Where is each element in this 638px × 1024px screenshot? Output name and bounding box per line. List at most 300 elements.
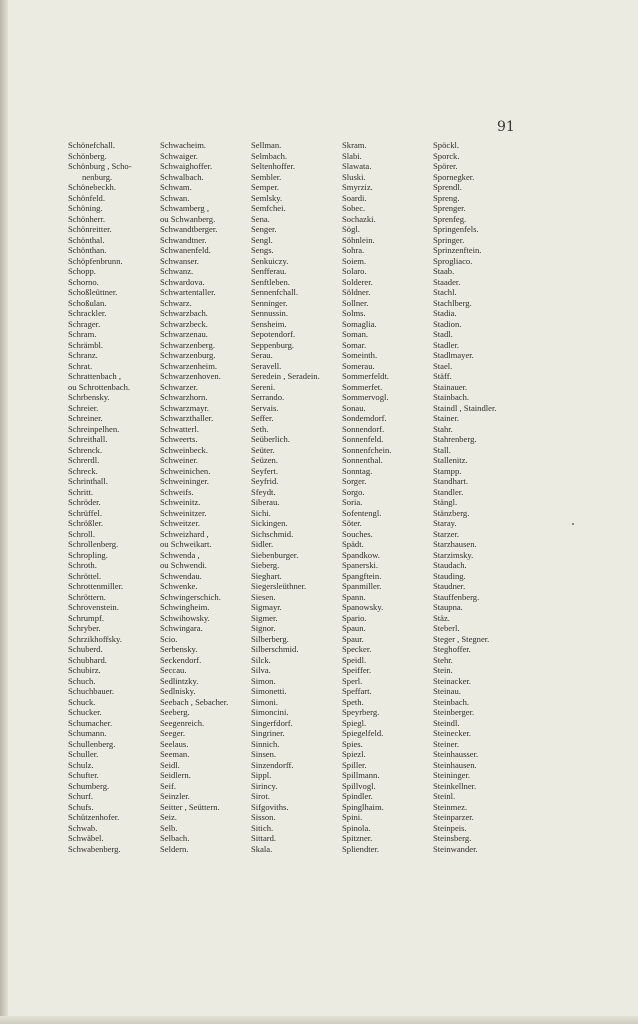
name-entry: Schreck. xyxy=(68,465,98,476)
name-entry: Servais. xyxy=(251,402,279,413)
name-entry: Siberau. xyxy=(251,497,280,507)
name-entry: Seredein , Seradein. xyxy=(251,371,320,381)
name-entry: Sperl. xyxy=(342,675,363,686)
name-entry: Schwabenberg. xyxy=(68,843,121,854)
name-entry: Somerau. xyxy=(342,360,375,371)
name-entry: Stachlberg. xyxy=(433,297,472,308)
name-entry: Sichi. xyxy=(251,507,271,518)
name-entry: Schwanenfeld. xyxy=(160,245,211,255)
name-entry: Schöpfenbrunn. xyxy=(68,255,123,266)
name-entry: Schweinitzer. xyxy=(160,507,207,518)
name-entry: Schrenck. xyxy=(68,444,103,455)
name-entry: Seüzen. xyxy=(251,455,278,465)
name-entry: Smyrziz. xyxy=(342,182,373,192)
name-entry: Somaglia. xyxy=(342,318,377,329)
name-entry: Siesen. xyxy=(251,591,276,602)
name-entry: Spaun. xyxy=(342,623,366,633)
name-entry: Schwatterl. xyxy=(160,423,199,434)
name-entry: Sickingen. xyxy=(251,518,288,528)
name-column-2 xyxy=(160,140,228,854)
name-entry: Schröttel. xyxy=(68,570,102,581)
name-entry: Stäff. xyxy=(433,371,452,381)
name-entry: Schönreitter. xyxy=(68,224,112,234)
name-entry: Spanmiller. xyxy=(342,581,382,591)
name-entry: Steghoffer. xyxy=(433,644,471,654)
name-entry: Seravell. xyxy=(251,360,282,371)
name-entry: Schröder. xyxy=(68,497,101,507)
name-entry: Schwab. xyxy=(68,822,98,833)
name-entry: Someinth. xyxy=(342,350,378,360)
name-entry: Spreng. xyxy=(433,192,460,203)
name-entry: Steinbach. xyxy=(433,696,470,707)
name-entry: Stael. xyxy=(433,360,453,371)
name-entry: Stahr. xyxy=(433,423,453,434)
name-entry: Schrumpf. xyxy=(68,612,105,623)
name-entry: Steinacker. xyxy=(433,675,471,686)
name-entry: Schrößler. xyxy=(68,518,104,528)
name-entry: Schröttern. xyxy=(68,591,106,602)
name-entry: Stehr. xyxy=(433,654,453,665)
name-entry: Schubirz. xyxy=(68,665,101,675)
name-entry: Steinberger. xyxy=(433,707,475,717)
name-entry: Spinglhaim. xyxy=(342,801,384,812)
name-entry: Speyrberg. xyxy=(342,707,380,717)
name-entry: Schufter. xyxy=(68,770,99,780)
name-entry: Serbensky. xyxy=(160,644,198,654)
name-entry: Specker. xyxy=(342,644,372,654)
name-entry: Schwanz. xyxy=(160,266,194,276)
name-entry: Sepotendorf. xyxy=(251,329,296,339)
name-entry: Steinhausen. xyxy=(433,759,477,770)
name-entry: Sluski. xyxy=(342,171,366,182)
name-entry: Stängl. xyxy=(433,497,458,507)
name-entry: Slabi. xyxy=(342,150,362,161)
name-entry: Schwacheim. xyxy=(160,140,207,150)
name-entry: Schwardova. xyxy=(160,276,205,287)
name-entry: Schrämbl. xyxy=(68,339,104,350)
name-entry: Seckendorf. xyxy=(160,654,202,665)
name-entry: Sifgoviths. xyxy=(251,801,289,812)
name-entry: Schrzikhoffsky. xyxy=(68,633,122,644)
name-entry: Sögl. xyxy=(342,224,360,234)
name-entry: Springenfels. xyxy=(433,224,479,234)
name-entry: Stäz. xyxy=(433,612,450,623)
name-entry: Schönfeld. xyxy=(68,192,105,203)
name-entry: Schwarzenberg. xyxy=(160,339,215,350)
name-entry: Staab. xyxy=(433,266,455,276)
name-entry: Seitter , Seüttern. xyxy=(160,801,220,812)
name-entry: Schroth. xyxy=(68,560,97,570)
name-entry: Staudner. xyxy=(433,581,466,591)
name-entry: Sinnich. xyxy=(251,738,280,749)
name-entry: Seidlern. xyxy=(160,770,191,780)
name-entry: Sittard. xyxy=(251,833,277,843)
name-entry: Spöckl. xyxy=(433,140,460,150)
name-entry: Schuller. xyxy=(68,749,99,759)
name-column-3 xyxy=(251,140,320,854)
name-entry: Spliendter. xyxy=(342,843,379,854)
name-entry: Schweerts. xyxy=(160,434,198,444)
name-entry: Sengs. xyxy=(251,245,274,255)
name-entry: Steinmez. xyxy=(433,801,468,812)
name-entry: Spiegelfeld. xyxy=(342,728,384,738)
name-entry: Sennenfchall. xyxy=(251,287,299,297)
name-entry: Steger , Stegner. xyxy=(433,633,490,644)
name-entry: Schoßleüttner. xyxy=(68,287,118,297)
name-entry: Staudach. xyxy=(433,560,467,570)
name-entry: Steinl. xyxy=(433,791,456,801)
name-entry: Slawata. xyxy=(342,161,372,171)
name-entry: Senftleben. xyxy=(251,276,290,287)
name-entry: Stahrenberg. xyxy=(433,434,477,444)
name-entry: Spandkow. xyxy=(342,549,380,560)
name-entry: Steinwander. xyxy=(433,843,478,854)
name-entry: Sedlnisky. xyxy=(160,686,196,696)
name-entry: Sohra. xyxy=(342,245,365,255)
name-entry: Stadlmayer. xyxy=(433,350,474,360)
name-entry: Schweininger. xyxy=(160,476,209,486)
name-entry: Starzer. xyxy=(433,528,460,539)
name-entry: nenburg. xyxy=(82,171,113,182)
name-entry: Steberl. xyxy=(433,623,460,633)
name-entry: Steindl. xyxy=(433,717,460,728)
name-entry: Stainbach. xyxy=(433,392,470,402)
name-entry: Schuck. xyxy=(68,696,96,707)
name-entry: Stallenitz. xyxy=(433,455,468,465)
name-entry: Schweizhard , xyxy=(160,528,209,539)
name-entry: Schönebeckh. xyxy=(68,182,116,192)
name-entry: Schwarzbeck. xyxy=(160,318,208,329)
name-entry: Sochazki. xyxy=(342,213,376,224)
name-entry: Sprendl. xyxy=(433,182,462,192)
name-entry: Sieberg. xyxy=(251,560,280,570)
name-entry: Soman. xyxy=(342,329,369,339)
name-entry: Semlsky. xyxy=(251,192,283,203)
name-entry: Spaur. xyxy=(342,633,364,644)
name-entry: Spini. xyxy=(342,812,363,822)
name-entry: Sidler. xyxy=(251,539,274,549)
name-entry: Spiezl. xyxy=(342,749,366,759)
name-entry: Seppenburg. xyxy=(251,339,295,350)
name-entry: Schweinitz. xyxy=(160,497,201,507)
name-entry: Singerfdorf. xyxy=(251,717,293,728)
name-entry: Sommerfet. xyxy=(342,381,383,392)
name-column-1 xyxy=(68,140,132,854)
name-entry: Soria. xyxy=(342,497,363,507)
name-entry: Schwandtberger. xyxy=(160,224,218,234)
name-entry: Söter. xyxy=(342,518,362,528)
name-entry: Schubhard. xyxy=(68,654,107,665)
name-entry: Seüberlich. xyxy=(251,434,290,444)
name-entry: Seif. xyxy=(160,780,176,791)
name-entry: Schöning. xyxy=(68,203,103,213)
name-entry: Seeman. xyxy=(160,749,190,759)
name-entry: Spanowsky. xyxy=(342,602,384,612)
name-entry: Schritt. xyxy=(68,486,94,497)
name-entry: Steinau. xyxy=(433,686,461,696)
name-entry: Schucker. xyxy=(68,707,102,717)
name-entry: Sinsen. xyxy=(251,749,277,759)
name-entry: Schönefchall. xyxy=(68,140,116,150)
name-entry: Schropling. xyxy=(68,549,108,560)
name-entry: Schuchbauer. xyxy=(68,686,115,696)
name-entry: Sedlintzky. xyxy=(160,675,199,686)
name-entry: Seltenhoffer. xyxy=(251,161,295,171)
name-entry: Söhnlein. xyxy=(342,234,375,245)
name-entry: Schreiner. xyxy=(68,413,103,423)
name-entry: Schrinthall. xyxy=(68,476,108,486)
name-entry: Sondemdorf. xyxy=(342,413,387,423)
name-entry: Schwendau. xyxy=(160,570,202,581)
name-entry: Steinkellner. xyxy=(433,780,477,791)
name-entry: Spillmann. xyxy=(342,770,380,780)
name-entry: Stadl. xyxy=(433,329,453,339)
name-entry: Schurf. xyxy=(68,791,94,801)
name-entry: Stauffenberg. xyxy=(433,591,480,602)
name-entry: Staindl , Staindler. xyxy=(433,402,497,413)
name-entry: Stein. xyxy=(433,665,453,675)
name-entry: Schönthal. xyxy=(68,234,105,245)
name-entry: Schryber. xyxy=(68,623,101,633)
name-entry: Schwan. xyxy=(160,192,190,203)
name-entry: Schwamberg , xyxy=(160,203,210,213)
name-entry: Schweinichen. xyxy=(160,465,211,476)
name-entry: Schullenberg. xyxy=(68,738,116,749)
name-entry: Staray. xyxy=(433,518,457,528)
name-entry: Schwarzenburg. xyxy=(160,350,216,360)
name-entry: Seinzler. xyxy=(160,791,190,801)
name-entry: Stadion. xyxy=(433,318,462,329)
name-entry: Schwarzmayr. xyxy=(160,402,209,413)
name-entry: Schweiner. xyxy=(160,455,198,465)
name-entry: Stainauer. xyxy=(433,381,468,392)
name-entry: Schwihowsky. xyxy=(160,612,210,623)
name-entry: Serrando. xyxy=(251,392,285,402)
name-entry: Solderer. xyxy=(342,276,373,287)
name-entry: Sirincy. xyxy=(251,780,278,791)
name-entry: Sichschmid. xyxy=(251,528,294,539)
name-entry: Seebach , Sebacher. xyxy=(160,696,229,707)
name-entry: Schwenke. xyxy=(160,581,198,591)
name-entry: Sorger. xyxy=(342,476,367,486)
name-entry: Sereni. xyxy=(251,381,276,392)
name-entry: Siegersleüthner. xyxy=(251,581,307,591)
name-entry: Spario. xyxy=(342,612,367,623)
name-entry: Schrüffel. xyxy=(68,507,102,518)
name-entry: Schumacher. xyxy=(68,717,113,728)
name-entry: Schwingheim. xyxy=(160,602,210,612)
name-entry: Seüter. xyxy=(251,444,275,455)
name-entry: Schwarzthaller. xyxy=(160,413,214,423)
name-entry: Schopp. xyxy=(68,266,96,276)
page-gutter-shadow xyxy=(0,0,8,1024)
name-entry: Semfchei. xyxy=(251,203,286,213)
name-entry: Spann. xyxy=(342,591,366,602)
name-entry: Sieghart. xyxy=(251,570,282,581)
name-entry: Soiem. xyxy=(342,255,367,266)
name-entry: Sena. xyxy=(251,213,270,224)
name-entry: Schönberg. xyxy=(68,150,107,161)
name-entry: ou Schrottenbach. xyxy=(68,381,131,392)
name-entry: Stauding. xyxy=(433,570,466,581)
name-entry: Senninger. xyxy=(251,297,288,308)
name-entry: Schwartentaller. xyxy=(160,287,216,297)
name-entry: Schreinpelhen. xyxy=(68,423,120,434)
name-entry: Sonau. xyxy=(342,402,366,413)
name-entry: Schwarzbach. xyxy=(160,308,208,318)
name-entry: Schwingerschich. xyxy=(160,591,221,602)
name-entry: Schreithall. xyxy=(68,434,108,444)
name-entry: Schoßulan. xyxy=(68,297,107,308)
name-entry: Starzimsky. xyxy=(433,549,474,560)
name-entry: Sonnenfeld. xyxy=(342,434,384,444)
name-entry: Schönburg , Scho- xyxy=(68,161,132,171)
name-entry: Sigmayr. xyxy=(251,602,282,612)
name-entry: Stainer. xyxy=(433,413,460,423)
name-entry: Schwingara. xyxy=(160,623,203,633)
name-entry: Seldern. xyxy=(160,843,189,854)
name-entry: Semper. xyxy=(251,182,279,192)
name-entry: Sensheim. xyxy=(251,318,287,329)
name-entry: Spiegl. xyxy=(342,717,367,728)
name-entry: Schwarzer. xyxy=(160,381,198,392)
name-entry: Sorgo. xyxy=(342,486,365,497)
name-column-4 xyxy=(342,140,391,854)
name-column-5 xyxy=(433,140,497,854)
name-entry: Schützenhofer. xyxy=(68,812,120,822)
name-entry: Speiffer. xyxy=(342,665,372,675)
name-entry: Schrovenstein. xyxy=(68,602,119,612)
name-entry: Seyfrid. xyxy=(251,476,279,486)
name-entry: Seidl. xyxy=(160,759,180,770)
name-entry: Steinhausser. xyxy=(433,749,479,759)
name-entry: Somar. xyxy=(342,339,367,350)
name-entry: Schwaighoffer. xyxy=(160,161,213,171)
name-entry: Steinsberg. xyxy=(433,833,472,843)
name-entry: Seyfert. xyxy=(251,465,278,476)
name-entry: Simoncini. xyxy=(251,707,289,717)
name-entry: Steinparzer. xyxy=(433,812,474,822)
name-entry: Schwäbel. xyxy=(68,833,104,843)
name-entry: Seiz. xyxy=(160,812,177,822)
name-entry: Sembler. xyxy=(251,171,282,182)
name-entry: Silberberg. xyxy=(251,633,289,644)
name-entry: Sprinzenftein. xyxy=(433,245,482,255)
page-number: 91 xyxy=(497,119,515,135)
name-entry: Schreier. xyxy=(68,402,99,413)
name-entry: Silva. xyxy=(251,665,271,675)
name-entry: Sippl. xyxy=(251,770,272,780)
name-entry: Senkuiczy. xyxy=(251,255,289,266)
name-entry: Skala. xyxy=(251,843,273,854)
name-entry: Standhart. xyxy=(433,476,469,486)
name-entry: Spillvogl. xyxy=(342,780,376,791)
name-entry: Seegenreich. xyxy=(160,717,205,728)
name-entry: Seelaus. xyxy=(160,738,189,749)
name-entry: Seeger. xyxy=(160,728,186,738)
name-entry: Speffart. xyxy=(342,686,372,696)
name-entry: Schwaiger. xyxy=(160,150,198,161)
name-entry: Spornegker. xyxy=(433,171,475,182)
name-entry: Schwarzenhoven. xyxy=(160,371,221,381)
name-entry: Schweifs. xyxy=(160,486,194,497)
name-entry: Serau. xyxy=(251,350,273,360)
name-entry: Singriner. xyxy=(251,728,285,738)
name-entry: Schrackler. xyxy=(68,308,107,318)
name-entry: Sonnenthal. xyxy=(342,455,383,465)
name-entry: Signor. xyxy=(251,623,276,633)
name-entry: Schroll. xyxy=(68,528,95,539)
name-entry: ou Schweikart. xyxy=(160,539,212,549)
name-entry: Schwenda , xyxy=(160,549,200,560)
name-entry: Solms. xyxy=(342,308,366,318)
name-entry: ou Schwanberg. xyxy=(160,213,216,224)
name-entry: Steinpeis. xyxy=(433,822,467,833)
name-entry: Steiner. xyxy=(433,738,460,749)
name-entry: Sitich. xyxy=(251,822,274,833)
name-entry: Soardi. xyxy=(342,192,367,203)
name-entry: Simonetti. xyxy=(251,686,287,696)
name-entry: Sinzendorff. xyxy=(251,759,294,770)
name-entry: Sporck. xyxy=(433,150,460,161)
name-entry: Silck. xyxy=(251,654,271,665)
name-entry: Schwam. xyxy=(160,182,192,192)
name-entry: Sonnenfchein. xyxy=(342,444,392,455)
name-entry: Schwandtner. xyxy=(160,234,207,245)
name-entry: Speidl. xyxy=(342,654,367,665)
name-entry: Schumann. xyxy=(68,728,107,738)
name-entry: Sellman. xyxy=(251,140,282,150)
name-entry: Skram. xyxy=(342,140,367,150)
name-entry: Staader. xyxy=(433,276,461,287)
name-entry: Springer. xyxy=(433,234,465,245)
name-entry: Stampp. xyxy=(433,465,462,476)
name-entry: Stänzberg. xyxy=(433,507,470,518)
name-entry: Schwarzenheim. xyxy=(160,360,218,371)
name-entry: Senfferau. xyxy=(251,266,287,276)
name-entry: Spörer. xyxy=(433,161,458,171)
name-entry: Schwarz. xyxy=(160,297,192,308)
name-entry: Spädt. xyxy=(342,539,364,549)
name-entry: Sennussin. xyxy=(251,308,289,318)
paper-speck xyxy=(572,523,574,525)
name-entry: Schulz. xyxy=(68,759,94,770)
page-bottom-edge xyxy=(0,1016,638,1024)
name-entry: Sprenger. xyxy=(433,203,466,213)
name-entry: Simoni. xyxy=(251,696,278,707)
name-entry: Siebenburger. xyxy=(251,549,299,560)
name-entry: Selb. xyxy=(160,822,178,833)
name-entry: Steinecker. xyxy=(433,728,471,738)
name-entry: Schönherr. xyxy=(68,213,105,224)
name-entry: Schrollenberg. xyxy=(68,539,119,549)
name-entry: Stall. xyxy=(433,444,451,455)
name-entry: Seth. xyxy=(251,423,269,434)
name-entry: Schrager. xyxy=(68,318,101,329)
name-entry: Selmbach. xyxy=(251,150,288,161)
name-entry: Sirot. xyxy=(251,791,270,801)
name-entry: Schweitzer. xyxy=(160,518,200,528)
name-entry: Sprenfeg. xyxy=(433,213,467,224)
name-entry: Spanerski. xyxy=(342,560,379,570)
name-entry: Silberschmid. xyxy=(251,644,299,654)
name-entry: Schufs. xyxy=(68,801,94,812)
name-entry: Solaro. xyxy=(342,266,367,276)
name-entry: Sengl. xyxy=(251,234,273,245)
name-entry: Sfeydt. xyxy=(251,486,276,497)
name-entry: Schwarzenau. xyxy=(160,329,208,339)
name-entry: Schrottenmiller. xyxy=(68,581,124,591)
